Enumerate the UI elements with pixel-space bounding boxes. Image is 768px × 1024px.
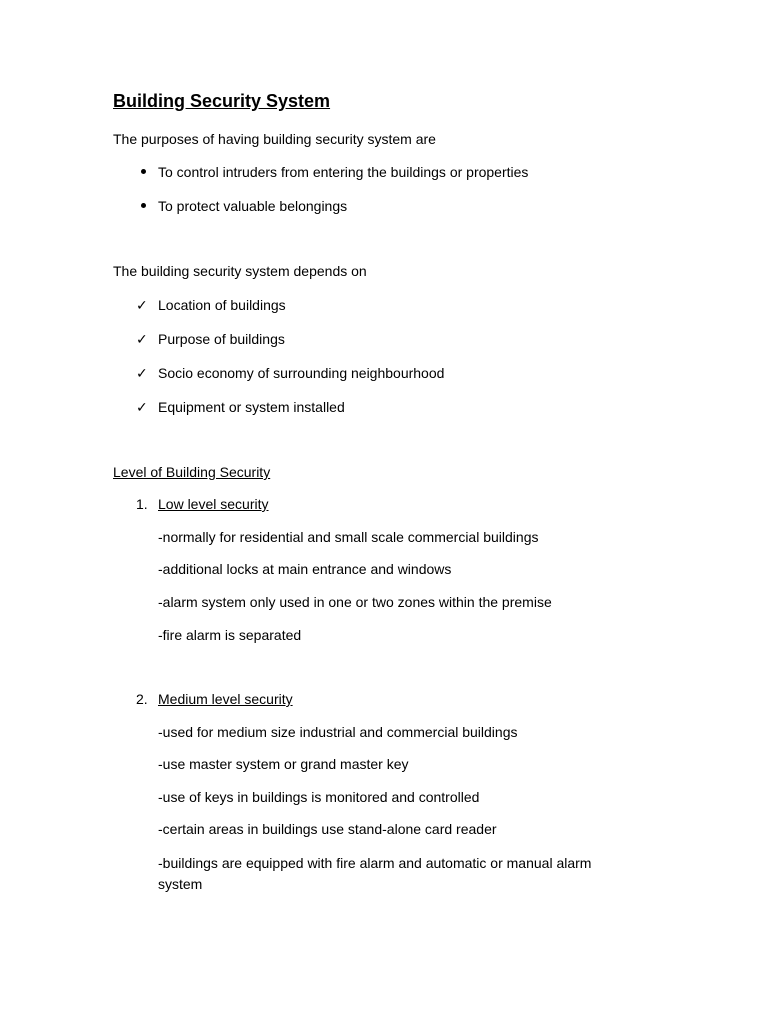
document-title: Building Security System bbox=[113, 91, 331, 111]
depends-item-2: Purpose of buildings bbox=[158, 331, 285, 347]
bullet-dot-icon bbox=[141, 169, 146, 174]
depends-item-1: Location of buildings bbox=[158, 297, 286, 313]
low-detail-4: -fire alarm is separated bbox=[158, 627, 302, 643]
medium-detail-4: -certain areas in buildings use stand-alone card reader bbox=[158, 821, 497, 837]
levels-heading: Level of Building Security bbox=[113, 464, 271, 480]
purpose-bullet-1: To control intruders from entering the buildings or properties bbox=[158, 164, 529, 180]
low-detail-3: -alarm system only used in one or two zones within the premise bbox=[158, 594, 552, 610]
medium-detail-1: -used for medium size industrial and commercial buildings bbox=[158, 724, 518, 740]
depends-item-3: Socio economy of surrounding neighbourhood bbox=[158, 365, 445, 381]
section-name-medium: Medium level security bbox=[158, 691, 293, 707]
checkmark-icon: ✓ bbox=[136, 399, 148, 415]
depends-intro: The building security system depends on bbox=[113, 263, 367, 279]
checkmark-icon: ✓ bbox=[136, 297, 148, 313]
purpose-bullet-2: To protect valuable belongings bbox=[158, 198, 348, 214]
section-number: 1. bbox=[136, 496, 148, 512]
medium-detail-2: -use master system or grand master key bbox=[158, 756, 409, 772]
medium-detail-5: -buildings are equipped with fire alarm and automatic or manual alarm system bbox=[158, 855, 592, 892]
low-detail-2: -additional locks at main entrance and windows bbox=[158, 561, 452, 577]
section-name-low: Low level security bbox=[158, 496, 269, 512]
section-number: 2. bbox=[136, 691, 148, 707]
checkmark-icon: ✓ bbox=[136, 365, 148, 381]
bullet-dot-icon bbox=[141, 203, 146, 208]
low-detail-1: -normally for residential and small scale commercial buildings bbox=[158, 529, 539, 545]
medium-detail-3: -use of keys in buildings is monitored and controlled bbox=[158, 789, 480, 805]
depends-item-4: Equipment or system installed bbox=[158, 399, 345, 415]
checkmark-icon: ✓ bbox=[136, 331, 148, 347]
purposes-intro: The purposes of having building security system are bbox=[113, 131, 436, 147]
